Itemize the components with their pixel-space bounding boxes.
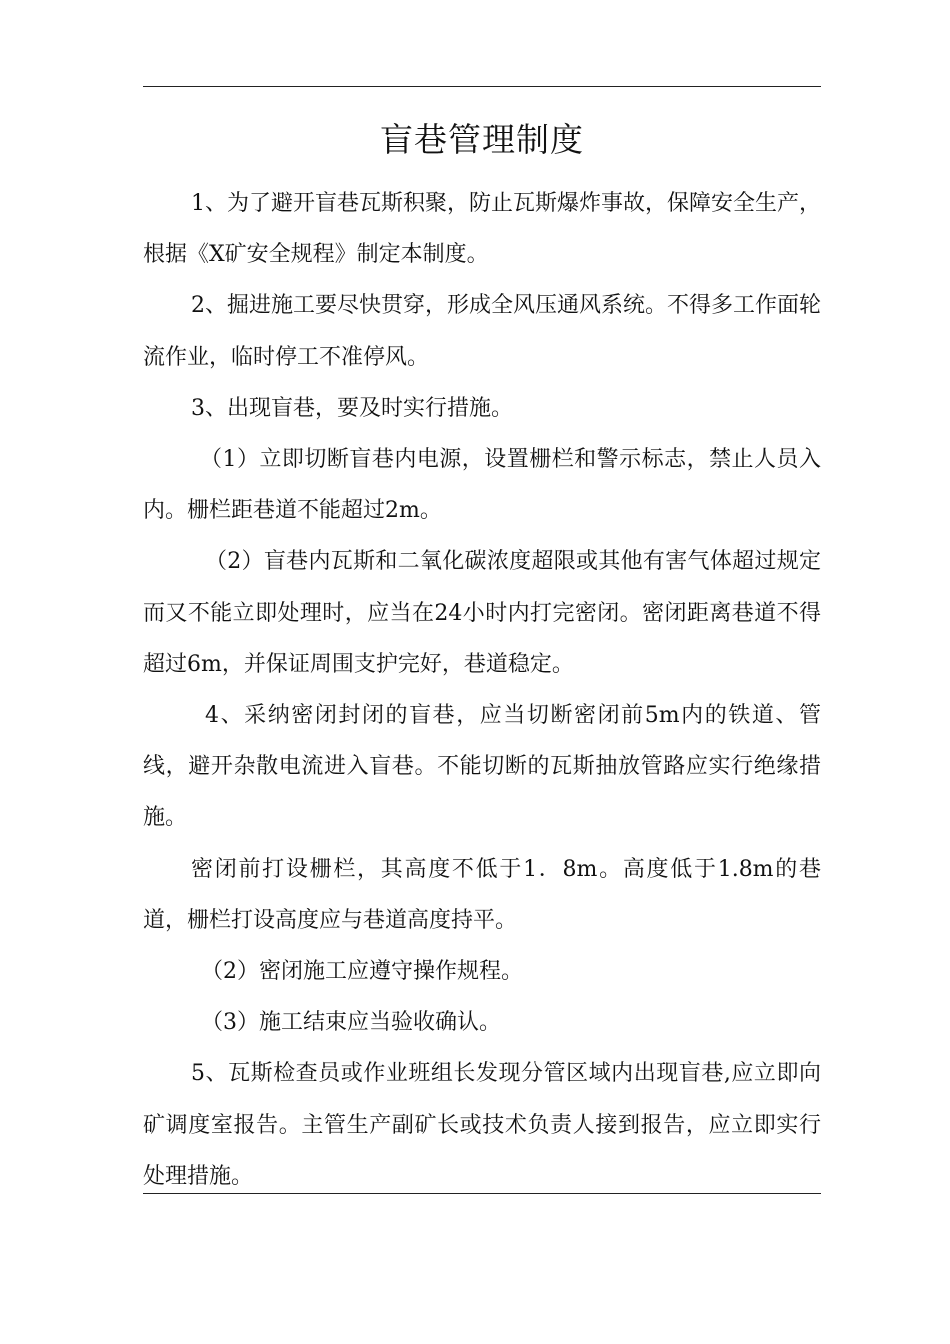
footer-rule	[143, 1193, 821, 1194]
paragraph-1: 1、为了避开盲巷瓦斯积聚，防止瓦斯爆炸事故，保障安全生产，根据《X矿安全规程》制定本制度。	[143, 191, 821, 268]
document-title: 盲巷管理制度	[380, 120, 584, 159]
paragraph-3-2: （2）盲巷内瓦斯和二氧化碳浓度超限或其他有害气体超过规定而又不能立即处理时，应当在24小时内打完密闭。密闭距离巷道不得超过6m，并保证周围支护完好，巷道稳定。	[143, 549, 821, 677]
paragraph-4-2: （2）密闭施工应遵守操作规程。	[201, 959, 523, 985]
paragraph-5: 5、瓦斯检查员或作业班组长发现分管区域内出现盲巷,应立即向矿调度室报告。主管生产副矿长或技术负责人接到报告，应立即实行处理措施。	[143, 1061, 821, 1189]
paragraph-3: 3、出现盲巷，要及时实行措施。	[191, 395, 513, 421]
document-body	[143, 178, 821, 1202]
paragraph-3-1: （1）立即切断盲巷内电源，设置栅栏和警示标志，禁止人员入内。栅栏距巷道不能超过2m。	[143, 447, 821, 524]
paragraph-4: 4、采纳密闭封闭的盲巷，应当切断密闭前5m内的铁道、管线，避开杂散电流进入盲巷。不能切断的瓦斯抽放管路应实行绝缘措施。	[143, 703, 821, 831]
paragraph-2: 2、掘进施工要尽快贯穿，形成全风压通风系统。不得多工作面轮流作业，临时停工不准停风。	[143, 293, 821, 370]
header-rule	[143, 86, 821, 87]
paragraph-4-note: 密闭前打设栅栏，其高度不低于1．8m。高度低于1.8m的巷道，栅栏打设高度应与巷道高度持平。	[143, 856, 821, 933]
paragraph-4-3: （3）施工结束应当验收确认。	[201, 1010, 501, 1036]
